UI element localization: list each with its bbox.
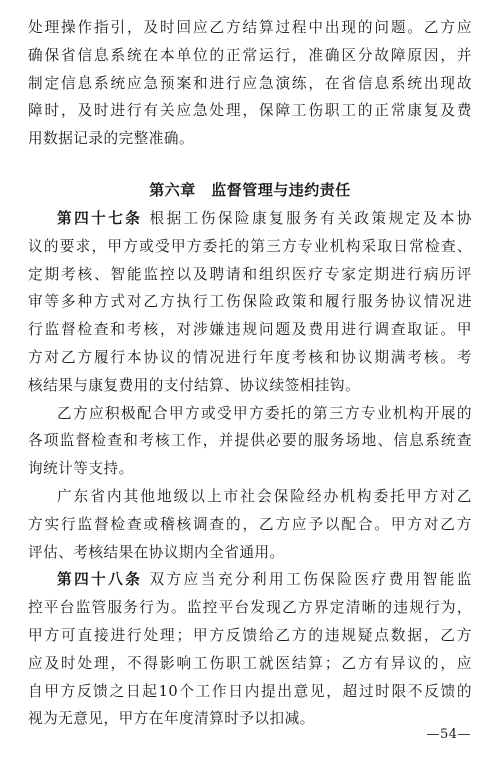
text-line: 控平台监管服务行为。监控平台发现乙方界定清晰的违规行为， bbox=[28, 599, 472, 617]
text-line: 甲方可直接进行处理；甲方反馈给乙方的违规疑点数据，乙方 bbox=[28, 626, 472, 644]
text-line: 自甲方反馈之日起10个工作日内提出意见，超过时限不反馈的 bbox=[28, 682, 472, 700]
text-line: 询统计等支持。 bbox=[28, 460, 134, 478]
text-line: 障时，及时进行有关应急处理，保障工伤职工的正常康复及费 bbox=[28, 102, 472, 120]
spacer bbox=[28, 153, 472, 175]
chapter-title: 第六章 监督管理与违约责任 bbox=[149, 180, 351, 199]
article-47 bbox=[28, 205, 472, 400]
article-first-line bbox=[28, 205, 472, 233]
article-text: 双方应当充分利用工伤保险医疗费用智能监 bbox=[149, 571, 472, 589]
paragraph-cooperation bbox=[28, 400, 472, 483]
text-line: 广东省内其他地级以上市社会保险经办机构委托甲方对乙 bbox=[57, 487, 472, 505]
text-line: 行监督检查和考核，对涉嫌违规问题及费用进行调查取证。甲 bbox=[28, 321, 472, 339]
article-first-line bbox=[28, 566, 472, 594]
text-line: 审等多种方式对乙方执行工伤保险政策和履行服务协议情况进 bbox=[28, 293, 472, 311]
text-line: 各项监督检查和考核工作，并提供必要的服务场地、信息系统查 bbox=[28, 432, 472, 450]
text-line: 处理操作指引，及时回应乙方结算过程中出现的问题。乙方应 bbox=[28, 19, 472, 36]
text-line: 确保省信息系统在本单位的正常运行，准确区分故障原因，并 bbox=[28, 46, 472, 64]
text-line: 核结果与康复费用的支付结算、协议续签相挂钩。 bbox=[28, 376, 361, 394]
article-text: 根据工伤保险康复服务有关政策规定及本协 bbox=[149, 209, 472, 227]
page-number: —54— bbox=[426, 727, 471, 742]
text-line: 议的要求，甲方或受甲方委托的第三方专业机构采取日常检查、 bbox=[28, 237, 472, 255]
text-line: 应及时处理，不得影响工伤职工就医结算；乙方有异议的，应 bbox=[28, 654, 472, 672]
text-line: 用数据记录的完整准确。 bbox=[28, 130, 195, 148]
continuation-paragraph bbox=[28, 14, 472, 153]
article-label: 第四十八条 bbox=[57, 571, 143, 589]
text-line: 评估、考核结果在协议期内全省通用。 bbox=[28, 543, 285, 561]
text-line: 方实行监督检查或稽核调查的，乙方应予以配合。甲方对乙方 bbox=[28, 515, 472, 533]
article-label: 第四十七条 bbox=[57, 209, 143, 227]
text-line: 定期考核、智能监控以及聘请和组织医疗专家定期进行病历评 bbox=[28, 265, 472, 283]
article-48 bbox=[28, 566, 472, 733]
paragraph-province bbox=[28, 483, 472, 566]
text-line: 方对乙方履行本协议的情况进行年度考核和协议期满考核。考 bbox=[28, 348, 472, 366]
text-line: 制定信息系统应急预案和进行应急演练，在省信息系统出现故 bbox=[28, 74, 472, 92]
text-line: 乙方应积极配合甲方或受甲方委托的第三方专业机构开展的 bbox=[57, 404, 472, 422]
text-line: 视为无意见，甲方在年度清算时予以扣减。 bbox=[28, 710, 315, 728]
document-page bbox=[28, 14, 472, 733]
